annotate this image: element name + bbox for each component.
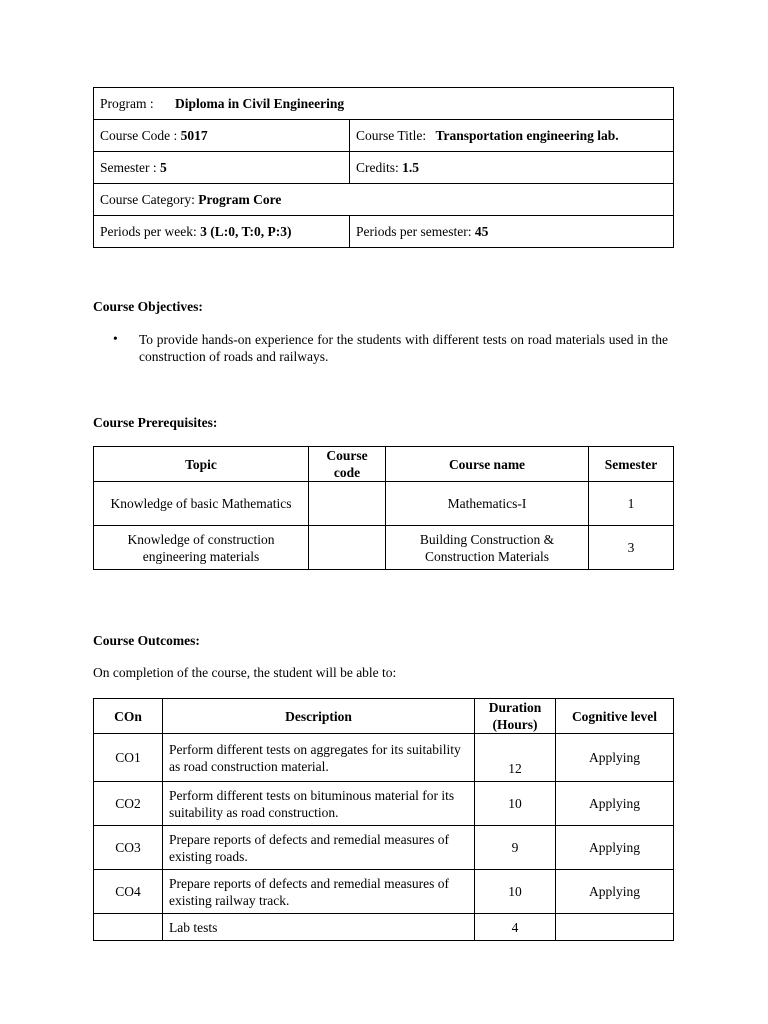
outcome-con bbox=[94, 914, 163, 941]
credits-value: 1.5 bbox=[402, 160, 419, 175]
program-value: Diploma in Civil Engineering bbox=[175, 96, 345, 111]
periods-week-value: 3 (L:0, T:0, P:3) bbox=[200, 224, 292, 239]
periods-sem-value: 45 bbox=[474, 224, 489, 239]
prereq-semester: 3 bbox=[589, 526, 674, 570]
prerequisites-table bbox=[93, 446, 674, 570]
objectives-heading: Course Objectives: bbox=[93, 299, 203, 314]
outcome-description: Lab tests bbox=[163, 914, 475, 941]
periods-row bbox=[94, 216, 674, 248]
outcome-cognitive: Applying bbox=[556, 782, 674, 826]
semester-value: 5 bbox=[160, 160, 167, 175]
outcome-con: CO2 bbox=[94, 782, 163, 826]
credits-cell bbox=[350, 152, 674, 184]
outcome-duration: 4 bbox=[475, 914, 556, 941]
outcome-header-con: COn bbox=[94, 699, 163, 734]
prerequisites-heading: Course Prerequisites: bbox=[93, 415, 218, 430]
table-row bbox=[94, 734, 674, 782]
outcome-cognitive: Applying bbox=[556, 826, 674, 870]
bullet-icon: • bbox=[113, 331, 118, 346]
outcome-cognitive: Applying bbox=[556, 870, 674, 914]
outcome-con: CO1 bbox=[94, 734, 163, 782]
outcomes-intro: On completion of the course, the student will be able to: bbox=[93, 665, 397, 680]
periods-week-cell bbox=[94, 216, 350, 248]
outcome-header-row bbox=[94, 699, 674, 734]
outcome-description: Prepare reports of defects and remedial measures of existing roads. bbox=[163, 826, 475, 870]
semester-cell bbox=[94, 152, 350, 184]
prereq-header-course-code: Course code bbox=[309, 447, 386, 482]
outcome-duration: 9 bbox=[475, 826, 556, 870]
outcome-duration: 10 bbox=[475, 782, 556, 826]
category-row bbox=[94, 184, 674, 216]
periods-sem-label: Periods per semester: bbox=[356, 224, 472, 239]
course-title-label: Course Title: bbox=[356, 128, 427, 143]
objective-item: To provide hands-on experience for the students with different tests on road materials used in the construction of roads and railways. bbox=[139, 332, 668, 364]
prereq-course-name: Mathematics-I bbox=[386, 482, 589, 526]
table-row bbox=[94, 782, 674, 826]
program-cell bbox=[94, 88, 674, 120]
course-code-label: Course Code : bbox=[100, 128, 178, 143]
prereq-header-topic: Topic bbox=[94, 447, 309, 482]
prereq-semester: 1 bbox=[589, 482, 674, 526]
outcome-description: Perform different tests on aggregates for its suitability as road construction material. bbox=[163, 734, 475, 782]
prereq-header-semester: Semester bbox=[589, 447, 674, 482]
category-cell bbox=[94, 184, 674, 216]
prereq-course-code bbox=[309, 482, 386, 526]
prereq-header-row bbox=[94, 447, 674, 482]
table-row bbox=[94, 870, 674, 914]
outcomes-heading: Course Outcomes: bbox=[93, 633, 200, 648]
outcomes-table bbox=[93, 698, 674, 941]
table-row bbox=[94, 482, 674, 526]
table-row bbox=[94, 914, 674, 941]
category-label: Course Category: bbox=[100, 192, 195, 207]
outcome-cognitive bbox=[556, 914, 674, 941]
course-code-value: 5017 bbox=[180, 128, 208, 143]
course-title-cell bbox=[350, 120, 674, 152]
prereq-header-course-name: Course name bbox=[386, 447, 589, 482]
periods-sem-cell bbox=[350, 216, 674, 248]
program-row bbox=[94, 88, 674, 120]
prereq-course-code bbox=[309, 526, 386, 570]
category-value: Program Core bbox=[198, 192, 282, 207]
table-row bbox=[94, 826, 674, 870]
outcome-duration: 12 bbox=[475, 734, 556, 782]
credits-label: Credits: bbox=[356, 160, 399, 175]
outcome-con: CO4 bbox=[94, 870, 163, 914]
outcome-header-duration: Duration (Hours) bbox=[475, 699, 556, 734]
semester-label: Semester : bbox=[100, 160, 157, 175]
course-title-value: Transportation engineering lab. bbox=[435, 128, 619, 143]
outcome-description: Prepare reports of defects and remedial measures of existing railway track. bbox=[163, 870, 475, 914]
outcome-header-description: Description bbox=[163, 699, 475, 734]
prereq-topic: Knowledge of basic Mathematics bbox=[94, 482, 309, 526]
prereq-course-name: Building Construction & Construction Materials bbox=[386, 526, 589, 570]
outcome-con: CO3 bbox=[94, 826, 163, 870]
outcome-cognitive: Applying bbox=[556, 734, 674, 782]
course-info-table bbox=[93, 87, 674, 248]
objectives-list bbox=[113, 331, 668, 365]
outcome-header-cognitive: Cognitive level bbox=[556, 699, 674, 734]
program-label: Program : bbox=[100, 96, 154, 111]
course-code-cell bbox=[94, 120, 350, 152]
course-code-row bbox=[94, 120, 674, 152]
table-row bbox=[94, 526, 674, 570]
prereq-topic: Knowledge of construction engineering materials bbox=[94, 526, 309, 570]
outcome-duration: 10 bbox=[475, 870, 556, 914]
semester-row bbox=[94, 152, 674, 184]
periods-week-label: Periods per week: bbox=[100, 224, 197, 239]
outcome-description: Perform different tests on bituminous material for its suitability as road construction. bbox=[163, 782, 475, 826]
